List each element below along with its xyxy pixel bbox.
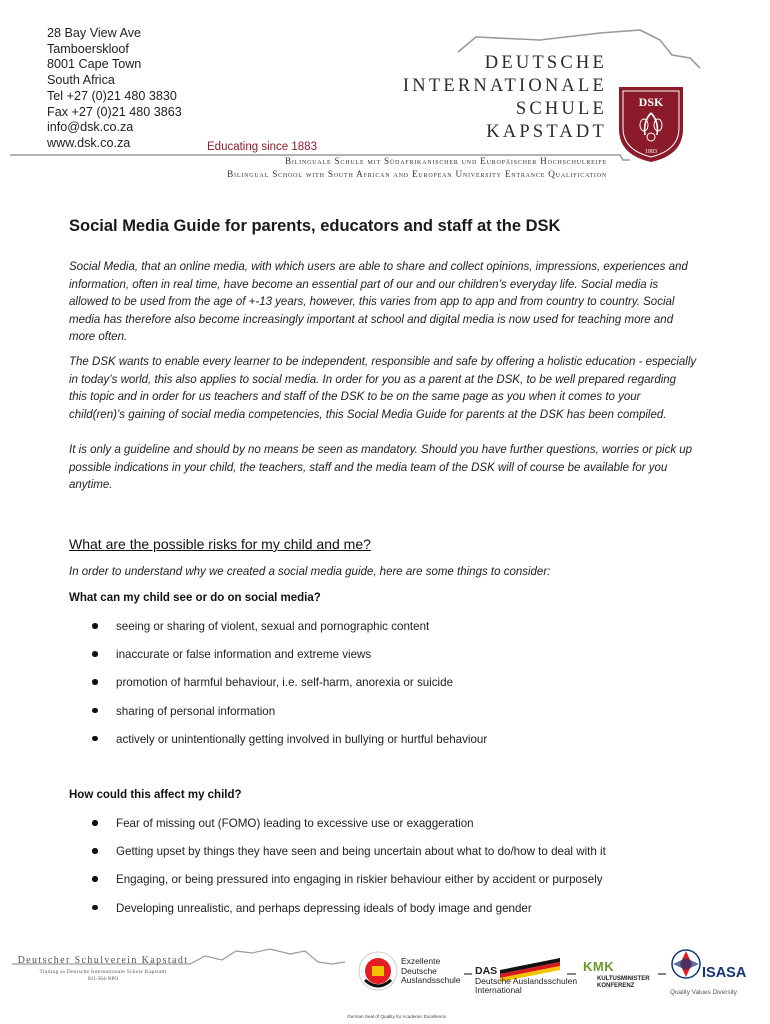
list-item-text: actively or unintentionally getting involved in bullying or hurtful behaviour [116, 732, 488, 746]
exzellente-line: Auslandsschule [401, 975, 461, 986]
see-heading: What can my child see or do on social media? [69, 592, 321, 604]
affect-list [69, 816, 606, 929]
list-item-text: Fear of missing out (FOMO) leading to excessive use or exaggeration [116, 817, 474, 830]
risks-intro: In order to understand why we created a social media guide, here are some things to consider: [69, 566, 551, 578]
list-item-text: inaccurate or false information and extreme views [116, 648, 372, 662]
exzellente-line: Exzellente [401, 956, 441, 966]
school-name-line: KAPSTADT [486, 122, 607, 142]
document-title: Social Media Guide for parents, educators and staff at the DSK [69, 217, 561, 235]
tagline-english: Bilingual School with South African and European University Entrance Qualification [227, 169, 607, 179]
bullet-icon [92, 623, 98, 629]
trading-as: Trading as Deutsche Internationale Schule Kapstadt [39, 969, 167, 975]
kmk-line: KONFERENZ [597, 983, 635, 989]
address-line: South Africa [47, 73, 115, 88]
list-item [69, 844, 606, 872]
list-item [69, 901, 606, 929]
kmk-logo-mark: KMK [583, 959, 615, 974]
address-line: 8001 Cape Town [47, 57, 142, 72]
isasa-logo-text: ISASA [702, 965, 747, 981]
bullet-icon [92, 905, 98, 911]
schulverein-block [12, 955, 194, 982]
dsk-crest-logo [617, 85, 685, 163]
intro-paragraph: Social Media, that an online media, with which users are able to share and collect opinions, impressions, experiences and information, often in real time, have become an essential part of our and our children’s everyday life. Social media is allowed to be used from the age of +-13 years, however, this varies from app to app and from country to country. Social media has therefore also become increasingly important at school and digital media is now used for teaching more and more often. [69, 261, 688, 343]
list-item [69, 816, 606, 844]
school-name [403, 52, 607, 144]
list-item [69, 647, 487, 675]
list-item-text: Getting upset by things they have seen and being uncertain about what to do/how to deal with it [116, 845, 606, 859]
npo-number: 021-564-NPO [87, 976, 119, 982]
list-item [69, 732, 487, 760]
list-item-text: Developing unrealistic, and perhaps depressing ideals of body image and gender [116, 901, 532, 915]
phone: Tel +27 (0)21 480 3830 [47, 88, 177, 103]
school-name-line: DEUTSCHE [484, 53, 607, 73]
educating-since: Educating since 1883 [207, 141, 317, 153]
affect-heading: How could this affect my child? [69, 789, 242, 801]
seal-caption: German Seal of Quality for Academic Excellence [347, 1014, 447, 1019]
das-line: International [475, 985, 522, 996]
bullet-icon [92, 736, 98, 742]
kmk-line: KULTUSMINISTER [597, 976, 650, 982]
school-name-line: SCHULE [515, 99, 607, 119]
school-name-line: INTERNATIONALE [402, 76, 607, 96]
address-line: Tamboerskloof [47, 41, 129, 56]
bullet-icon [92, 848, 98, 854]
kmk-logo-text [597, 976, 650, 990]
list-item [69, 675, 487, 703]
bullet-icon [92, 708, 98, 714]
das-line: Deutsche Auslandsschulen [475, 975, 578, 986]
footer-graphics [0, 940, 770, 1024]
das-abbr: DAS [475, 965, 498, 977]
see-list [69, 619, 487, 760]
list-item-text: promotion of harmful behaviour, i.e. self-harm, anorexia or suicide [116, 676, 454, 690]
purpose-paragraph: The DSK wants to enable every learner to be independent, responsible and safe by offering a holistic education - especially in today’s world, this also applies to social media. In order for you as a parent at the DSK, to be well prepared regarding this topic and in order for us teachers and staff of the DSK to be on the same page as you when it comes to your child(ren)’s gaining of social media competencies, this Social Media Guide for parents at the DSK has been compiled. [69, 356, 697, 421]
crest-text: DSK [638, 95, 664, 109]
exzellente-logo-text [401, 957, 461, 986]
bullet-icon [92, 820, 98, 826]
risks-heading: What are the possible risks for my child and me? [69, 536, 371, 552]
fax: Fax +27 (0)21 480 3863 [47, 104, 182, 119]
exzellente-line: Deutsche [401, 965, 437, 976]
list-item-text: sharing of personal information [116, 704, 276, 718]
tagline-german: Bilinguale Schule mit Südafrikanischer und Europäischer Hochschulreife [284, 156, 607, 166]
schulverein-name: Deutscher Schulverein Kapstadt [17, 955, 189, 966]
list-item [69, 704, 487, 732]
email-link[interactable]: info@dsk.co.za [47, 120, 134, 135]
list-item [69, 619, 487, 647]
das-logo [475, 967, 577, 996]
website-link[interactable]: www.dsk.co.za [47, 135, 131, 150]
isasa-tagline: Quality Values Diversity [670, 989, 738, 996]
list-item-text: Engaging, or being pressured into engaging in riskier behaviour either by accident or purposely [116, 873, 603, 887]
bullet-icon [92, 876, 98, 882]
list-item [69, 872, 606, 900]
bullet-icon [92, 679, 98, 685]
list-item-text: seeing or sharing of violent, sexual and pornographic content [116, 620, 430, 633]
guideline-paragraph: It is only a guideline and should by no means be seen as mandatory. Should you have further questions, worries or pick up possible indications in your child, the teachers, staff and the media team of the DSK will of course be available for you anytime. [69, 444, 693, 491]
crest-year: 1883 [645, 149, 657, 155]
bullet-icon [92, 651, 98, 657]
address-line: 28 Bay View Ave [47, 26, 142, 40]
